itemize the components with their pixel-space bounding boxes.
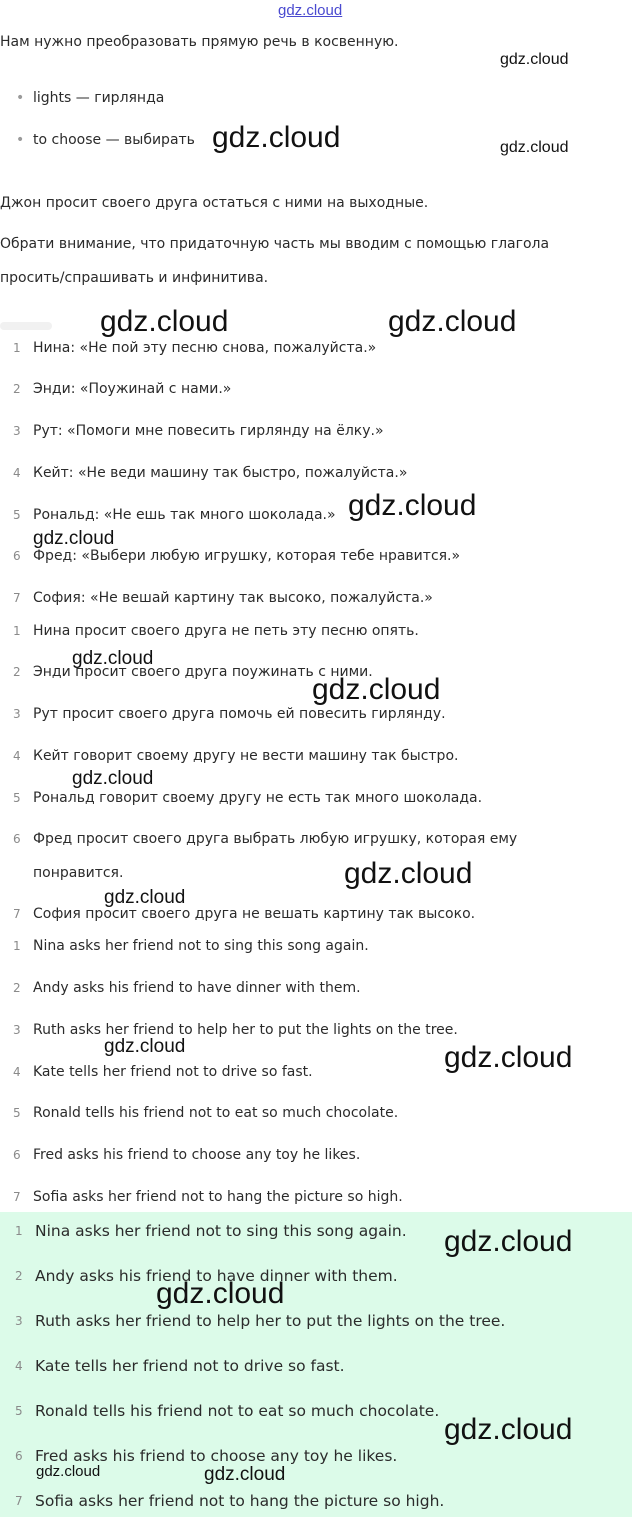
watermark: gdz.cloud — [312, 673, 441, 706]
item-number: 1 — [13, 624, 21, 638]
list-item: Рут просит своего друга помочь ей повесить гирлянду. — [33, 706, 446, 722]
watermark: gdz.cloud — [100, 305, 229, 338]
answer-item: Andy asks his friend to have dinner with them. — [35, 1267, 398, 1285]
item-number: 1 — [13, 341, 21, 355]
list-item: Ronald tells his friend not to eat so much chocolate. — [33, 1105, 399, 1121]
item-number: 5 — [13, 508, 21, 522]
item-number: 5 — [13, 1106, 21, 1120]
paragraph-note-line1: Обрати внимание, что придаточную часть мы вводим с помощью глагола — [0, 236, 550, 252]
item-number: 3 — [13, 424, 21, 438]
list-item: Кейт говорит своему другу не вести машину так быстро. — [33, 748, 459, 764]
bullet: • — [16, 132, 25, 148]
list-item: Kate tells her friend not to drive so fast. — [33, 1064, 313, 1080]
list-item: Рональд говорит своему другу не есть так много шоколада. — [33, 790, 483, 806]
item-number: 6 — [13, 832, 21, 846]
item-number: 7 — [13, 907, 21, 921]
list-item: Кейт: «Не веди машину так быстро, пожалуйста.» — [33, 465, 408, 481]
answer-item: Nina asks her friend not to sing this song again. — [35, 1222, 407, 1240]
watermark: gdz.cloud — [344, 857, 473, 890]
vocab-item: lights — гирлянда — [33, 90, 165, 106]
intro-text: Нам нужно преобразовать прямую речь в косвенную. — [0, 34, 399, 50]
paragraph-example: Джон просит своего друга остаться с ними на выходные. — [0, 195, 429, 211]
item-number: 2 — [13, 665, 21, 679]
item-number: 1 — [15, 1224, 23, 1238]
list-item: Nina asks her friend not to sing this song again. — [33, 938, 369, 954]
item-number: 3 — [13, 1023, 21, 1037]
watermark: gdz.cloud — [444, 1413, 573, 1446]
watermark: gdz.cloud — [204, 1464, 286, 1485]
watermark: gdz.cloud — [33, 528, 115, 549]
list-item: София просит своего друга не вешать картину так высоко. — [33, 906, 476, 922]
watermark: gdz.cloud — [444, 1041, 573, 1074]
watermark: gdz.cloud — [348, 489, 477, 522]
item-number: 6 — [15, 1449, 23, 1463]
list-item: Рут: «Помоги мне повесить гирлянду на ёлку.» — [33, 423, 384, 439]
item-number: 2 — [13, 382, 21, 396]
answer-item: Fred asks his friend to choose any toy he likes. — [35, 1447, 398, 1465]
bullet: • — [16, 90, 25, 106]
item-number: 6 — [13, 549, 21, 563]
list-item: Ruth asks her friend to help her to put the lights on the tree. — [33, 1022, 458, 1038]
answer-item: Ronald tells his friend not to eat so much chocolate. — [35, 1402, 440, 1420]
item-number: 7 — [13, 591, 21, 605]
watermark: gdz.cloud — [104, 887, 186, 908]
list-item: Энди просит своего друга поужинать с ними. — [33, 664, 373, 680]
paragraph-note-line2: просить/спрашивать и инфинитива. — [0, 270, 269, 286]
item-number: 2 — [13, 981, 21, 995]
watermark: gdz.cloud — [444, 1225, 573, 1258]
item-number: 5 — [13, 791, 21, 805]
item-number: 4 — [13, 1065, 21, 1079]
watermark: gdz.cloud — [72, 768, 154, 789]
vocab-item: to choose — выбирать — [33, 132, 195, 148]
watermark: gdz.cloud — [104, 1036, 186, 1057]
item-number: 1 — [13, 939, 21, 953]
header-watermark: gdz.cloud — [278, 2, 343, 19]
list-item: Рональд: «Не ешь так много шоколада.» — [33, 507, 336, 523]
item-number: 7 — [15, 1494, 23, 1508]
watermark: gdz.cloud — [72, 648, 154, 669]
item-number: 3 — [15, 1314, 23, 1328]
list-item: Sofia asks her friend not to hang the picture so high. — [33, 1189, 403, 1205]
item-number: 4 — [15, 1359, 23, 1373]
list-item: Нина просит своего друга не петь эту песню опять. — [33, 623, 419, 639]
list-item: Фред просит своего друга выбрать любую игрушку, которая ему — [33, 831, 518, 847]
list-item-continuation: понравится. — [33, 865, 124, 881]
watermark: gdz.cloud — [500, 51, 569, 68]
list-item: Фред: «Выбери любую игрушку, которая тебе нравится.» — [33, 548, 461, 564]
item-number: 4 — [13, 466, 21, 480]
watermark: gdz.cloud — [212, 121, 341, 154]
watermark: gdz.cloud — [500, 139, 569, 156]
item-number: 5 — [15, 1404, 23, 1418]
list-item: Энди: «Поужинай с нами.» — [33, 381, 232, 397]
answer-item: Kate tells her friend not to drive so fast. — [35, 1357, 345, 1375]
watermark: gdz.cloud — [36, 1463, 101, 1480]
list-item: Fred asks his friend to choose any toy he likes. — [33, 1147, 361, 1163]
item-number: 4 — [13, 749, 21, 763]
tab-indicator — [0, 322, 52, 330]
answer-item: Ruth asks her friend to help her to put the lights on the tree. — [35, 1312, 506, 1330]
watermark: gdz.cloud — [156, 1277, 285, 1310]
watermark: gdz.cloud — [388, 305, 517, 338]
item-number: 7 — [13, 1190, 21, 1204]
answer-item: Sofia asks her friend not to hang the picture so high. — [35, 1492, 445, 1510]
list-item: София: «Не вешай картину так высоко, пожалуйста.» — [33, 590, 433, 606]
item-number: 3 — [13, 707, 21, 721]
list-item: Нина: «Не пой эту песню снова, пожалуйста.» — [33, 340, 377, 356]
item-number: 6 — [13, 1148, 21, 1162]
item-number: 2 — [15, 1269, 23, 1283]
list-item: Andy asks his friend to have dinner with them. — [33, 980, 361, 996]
